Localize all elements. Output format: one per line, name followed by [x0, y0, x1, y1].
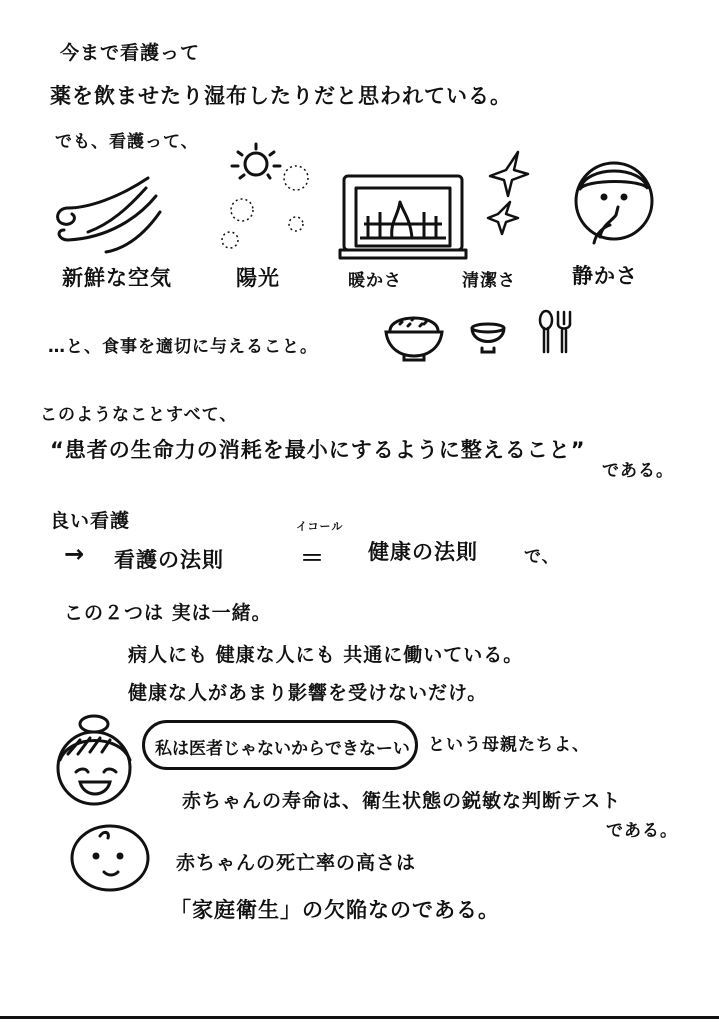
cutlery-icon	[536, 308, 574, 356]
same-line: この２つは 実は一緒。	[64, 602, 272, 624]
definition-lead: このようなことすべて、	[40, 405, 238, 425]
mortality-line: 赤ちゃんの死亡率の高さは	[176, 852, 417, 874]
healthy-line: 健康な人があまり影響を受けないだけ。	[128, 682, 488, 704]
wind-icon	[48, 168, 163, 258]
baby-lifespan-end: である。	[606, 821, 678, 841]
element-label-fresh-air: 新鮮な空気	[62, 266, 172, 290]
law-of-nursing: 看護の法則	[114, 548, 224, 572]
sparkle-icon	[484, 150, 534, 240]
equals-sign: ＝	[300, 544, 325, 572]
definition-quote: “患者の生命力の消耗を最小にするように整えること”	[50, 438, 586, 462]
soup-bowl-icon	[468, 318, 508, 360]
quiet-face-icon	[566, 155, 666, 255]
baby-face-icon	[66, 820, 156, 896]
speech-bubble-text: 私は医者じゃないからできなーい	[155, 739, 410, 759]
rice-bowl-icon	[382, 308, 446, 362]
baby-lifespan-line: 赤ちゃんの寿命は、衛生状態の鋭敏な判断テスト	[182, 790, 622, 812]
law-line-end: で、	[524, 547, 560, 567]
element-label-sunlight: 陽光	[236, 266, 280, 290]
element-label-warmth: 暖かさ	[348, 271, 402, 291]
intro-line-1: 今まで看護って	[60, 42, 201, 64]
intro-line-3: でも、看護って、	[55, 132, 199, 152]
law-of-health: 健康の法則	[368, 540, 478, 564]
arrow-icon: →	[64, 540, 86, 568]
speech-bubble	[142, 720, 418, 770]
good-nursing-heading: 良い看護	[50, 510, 131, 532]
equal-ruby: イコール	[296, 520, 344, 533]
common-law-line: 病人にも 健康な人にも 共通に働いている。	[128, 644, 524, 666]
element-label-quietness: 静かさ	[572, 264, 638, 288]
food-line: …と、食事を適切に与えること。	[48, 337, 318, 357]
sun-icon	[212, 138, 322, 258]
definition-end: である。	[602, 461, 674, 481]
mother-face-icon	[50, 714, 140, 810]
bottom-border	[0, 1016, 719, 1019]
element-label-cleanliness: 清潔さ	[462, 271, 516, 291]
home-hygiene-line: 「家庭衛生」の欠陥なのである。	[170, 898, 500, 922]
intro-line-2: 薬を飲ませたり湿布したりだと思われている。	[50, 84, 512, 108]
fireplace-icon	[338, 172, 468, 260]
mothers-line: という母親たちよ、	[428, 735, 590, 755]
